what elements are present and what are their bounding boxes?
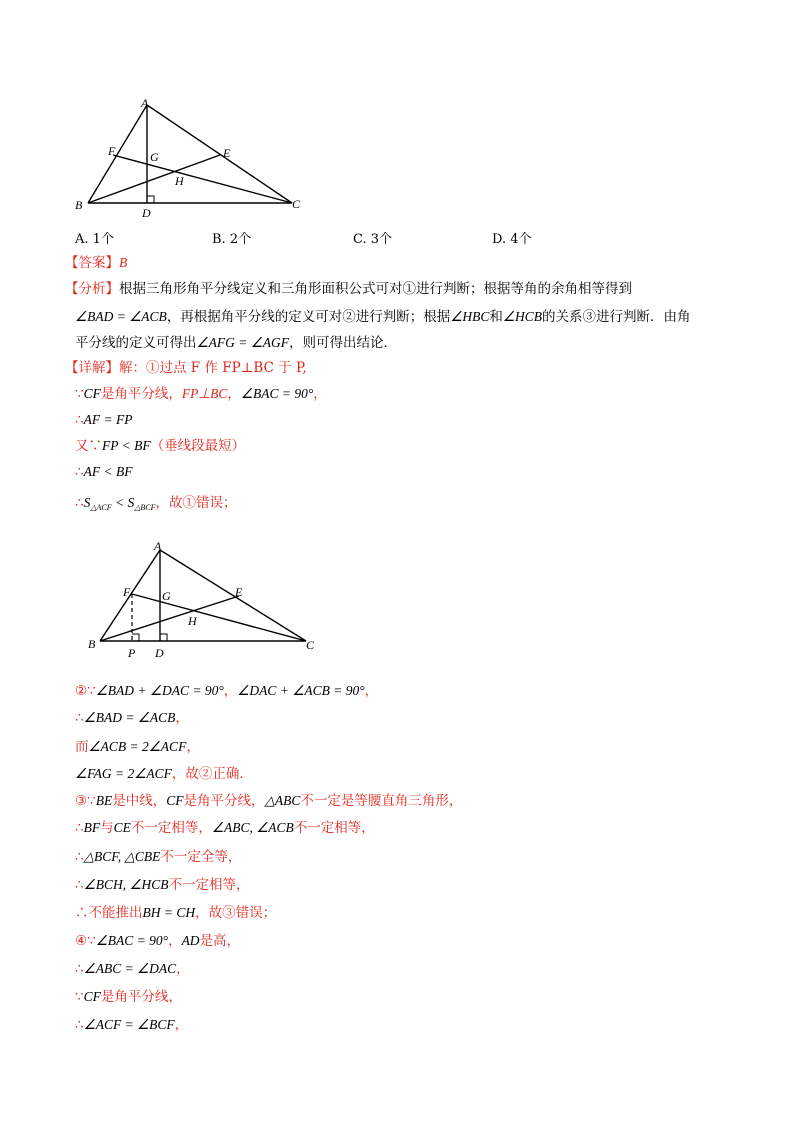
- math-ce: CE: [113, 820, 131, 835]
- label-b: B: [88, 637, 96, 651]
- label-c: C: [292, 197, 301, 211]
- detail-tag: 【详解】: [65, 360, 119, 376]
- choice-c-letter: C.: [353, 232, 367, 247]
- math-bac-90: ∠BAC = 90°: [95, 933, 169, 948]
- segment-ac: [160, 550, 306, 641]
- math-cf: CF: [83, 989, 101, 1004]
- comma: ，: [176, 961, 190, 977]
- detail-text: 是角平分线，: [100, 386, 182, 402]
- label-e: E: [235, 585, 243, 599]
- math-sub-bcf: △BCF: [134, 503, 156, 512]
- choice-b-text: 2个: [229, 232, 252, 247]
- step-4-line-4: [75, 1015, 188, 1035]
- step-text: 不一定相等，: [293, 820, 375, 836]
- step-text: ，故②正确．: [171, 766, 253, 782]
- comma: ，: [186, 739, 200, 755]
- step-text: 是中线，: [112, 793, 167, 809]
- therefore-symbol: ∴: [75, 961, 84, 977]
- step-text: 而: [75, 739, 89, 755]
- comma: ，: [174, 1017, 189, 1033]
- label-g: G: [150, 150, 159, 164]
- label-e: E: [223, 146, 231, 160]
- analysis-line-2: [75, 307, 691, 327]
- label-h: H: [188, 614, 197, 628]
- math-acb-2acf: ∠ACB = 2∠ACF: [88, 739, 187, 754]
- math-fag-2acf: ∠FAG = 2∠ACF: [75, 766, 172, 781]
- step-text: 是角平分线，: [100, 989, 182, 1005]
- math-bad-dac-90: ∠BAD + ∠DAC = 90°: [95, 683, 224, 698]
- answer-tag: 【答案】: [65, 255, 119, 271]
- analysis-text-2: ，再根据角平分线的定义可对②进行判断；根据: [166, 309, 451, 325]
- math-be: BE: [95, 793, 113, 808]
- math-hbc: ∠HBC: [450, 309, 490, 324]
- detail-comma: ，: [227, 386, 241, 402]
- answer-value: B: [119, 255, 128, 270]
- therefore-symbol: ∴: [75, 710, 84, 726]
- detail-comma: ，: [313, 386, 327, 402]
- detail-line-3: [75, 410, 132, 430]
- step-4-marker: ④∵: [75, 933, 96, 949]
- math-afg-agf: ∠AFG = ∠AGF: [196, 335, 290, 350]
- analysis-line-3: [75, 333, 397, 353]
- therefore-symbol: ∴: [75, 877, 84, 893]
- math-bcf-cbe: △BCF, △CBE: [83, 849, 161, 864]
- math-cf: CF: [166, 793, 184, 808]
- label-a: A: [141, 96, 149, 110]
- math-triangle-abc: △ABC: [264, 793, 301, 808]
- answer-line: [65, 253, 127, 273]
- comma: ，: [364, 683, 379, 699]
- math-af-lt-bf: AF < BF: [83, 464, 133, 479]
- because-symbol: 又∵: [75, 438, 102, 454]
- analysis-text-4: 平分线的定义可得出: [75, 335, 197, 351]
- therefore-symbol: ∴: [75, 1017, 84, 1033]
- math-bh-ch: BH = CH: [142, 905, 196, 920]
- step-text: ∴不能推出: [75, 905, 143, 921]
- step-2-line-1: [75, 681, 378, 701]
- step-text: 是角平分线，: [183, 793, 265, 809]
- step-text: 与: [100, 820, 114, 836]
- choice-d: [492, 228, 532, 247]
- choice-b-letter: B.: [212, 232, 226, 247]
- step-3-line-1: [75, 791, 462, 811]
- math-hcb: ∠HCB: [502, 309, 543, 324]
- math-bch-hcb: ∠BCH, ∠HCB: [83, 877, 169, 892]
- analysis-text-5: ，则可得出结论．: [289, 335, 398, 351]
- math-abc-dac: ∠ABC = ∠DAC: [83, 961, 177, 976]
- therefore-symbol: ∴: [75, 849, 84, 865]
- analysis-text-1: 根据三角形角平分线定义和三角形面积公式可对①进行判断；根据等角的余角相等得到: [119, 281, 632, 297]
- segment-ac: [147, 105, 292, 203]
- comma: ，: [175, 710, 189, 726]
- detail-text: ，故①错误；: [155, 495, 237, 511]
- therefore-symbol: ∴: [75, 495, 84, 511]
- step-text: ，故③错误；: [195, 905, 277, 921]
- math-bac-90: ∠BAC = 90°: [240, 386, 314, 401]
- right-angle-mark-d: [160, 634, 167, 641]
- detail-line-1: [65, 358, 307, 378]
- detail-line-6: [75, 493, 237, 518]
- math-fp-perp-bc: FP⊥BC: [181, 386, 228, 401]
- choice-c-text: 3个: [370, 232, 393, 247]
- math-bad-acb: ∠BAD = ∠ACB: [83, 710, 176, 725]
- step-3-line-2: [75, 818, 375, 838]
- because-symbol: ∵: [75, 386, 84, 402]
- segment-cf: [113, 155, 292, 203]
- math-acf-bcf: ∠ACF = ∠BCF: [83, 1017, 175, 1032]
- step-text: 是高，: [199, 933, 241, 949]
- step-2-line-2: [75, 708, 189, 728]
- analysis-text-and: 和: [489, 309, 503, 325]
- detail-intro: 解：①过点 F 作 FP⊥BC 于 P,: [119, 360, 307, 376]
- step-3-line-3: [75, 847, 241, 867]
- math-dac-acb-90: ∠DAC + ∠ACB = 90°: [237, 683, 365, 698]
- math-bf: BF: [83, 820, 101, 835]
- detail-line-2: [75, 384, 327, 404]
- right-angle-mark: [147, 196, 154, 203]
- step-3-line-4: [75, 875, 250, 895]
- label-g: G: [162, 589, 171, 603]
- math-sub-acf: △ACF: [90, 503, 112, 512]
- step-4-line-1: [75, 931, 240, 951]
- step-text: 不一定相等，: [130, 820, 212, 836]
- step-3-marker: ③∵: [75, 793, 96, 809]
- detail-text: （垂线段最短）: [150, 438, 246, 454]
- choice-d-text: 4个: [510, 232, 532, 247]
- math-bad-acb: ∠BAD = ∠ACB: [75, 309, 167, 324]
- choice-c: [353, 228, 392, 247]
- label-d: D: [142, 206, 151, 220]
- therefore-symbol: ∴: [75, 412, 84, 428]
- math-abc-acb: ∠ABC, ∠ACB: [211, 820, 294, 835]
- therefore-symbol: ∴: [75, 820, 84, 836]
- analysis-line-1: [65, 279, 632, 299]
- step-4-line-3: [75, 987, 182, 1007]
- math-fp-lt-bf: FP < BF: [102, 438, 151, 453]
- step-2-line-4: [75, 764, 253, 784]
- choice-a-text: 1个: [92, 232, 114, 247]
- right-angle-mark-p: [132, 634, 139, 641]
- step-text: 不一定全等，: [160, 849, 242, 865]
- triangle-figure-1: [70, 95, 310, 225]
- analysis-text-3: 的关系③进行判断．由角: [542, 309, 691, 325]
- detail-line-4: [75, 436, 245, 456]
- math-lt-s: < S: [111, 495, 135, 510]
- label-f: F: [123, 585, 131, 599]
- therefore-symbol: ∴: [75, 464, 84, 480]
- analysis-tag: 【分析】: [65, 281, 119, 297]
- step-2-marker: ②∵: [75, 683, 96, 699]
- label-p: P: [128, 646, 136, 660]
- math-af-fp: AF = FP: [83, 412, 133, 427]
- segment-ab: [88, 105, 147, 203]
- label-h: H: [175, 174, 184, 188]
- step-2-line-3: [75, 737, 200, 757]
- detail-line-5: [75, 462, 132, 482]
- label-c: C: [306, 638, 315, 652]
- math-s: S: [83, 495, 91, 510]
- comma: ，: [168, 933, 182, 949]
- because-symbol: ∵: [75, 989, 84, 1005]
- step-3-line-5: [75, 903, 276, 923]
- label-d: D: [155, 646, 164, 660]
- comma: ，: [223, 683, 238, 699]
- label-b: B: [75, 198, 83, 212]
- step-text: 不一定是等腰直角三角形，: [300, 793, 463, 809]
- step-4-line-2: [75, 959, 190, 979]
- choice-a-letter: A.: [75, 232, 89, 247]
- math-ad: AD: [181, 933, 200, 948]
- choice-d-letter: D.: [492, 232, 507, 247]
- segment-cf: [132, 594, 306, 641]
- label-a: A: [154, 539, 162, 553]
- choice-b: [212, 228, 251, 247]
- step-text: 不一定相等，: [168, 877, 250, 893]
- choice-a: [75, 228, 114, 247]
- triangle-figure-2: [80, 533, 330, 668]
- label-f: F: [108, 144, 116, 158]
- math-cf: CF: [83, 386, 101, 401]
